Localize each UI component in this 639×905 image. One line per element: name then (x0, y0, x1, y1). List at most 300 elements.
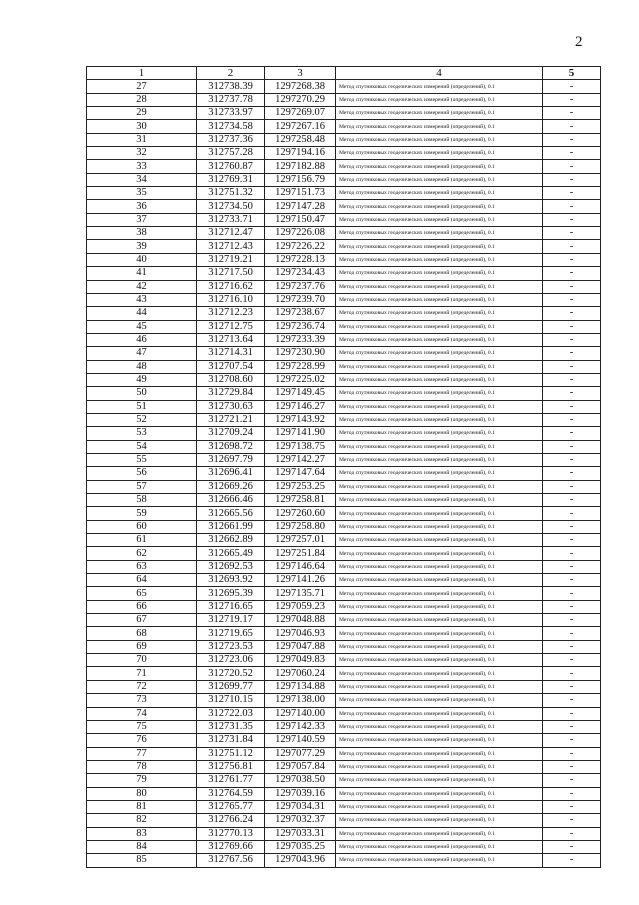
point-number-cell: 80 (87, 787, 197, 800)
table-row (87, 267, 601, 280)
y-coordinate-cell: 1297156.79 (265, 173, 336, 186)
method-cell: Метод спутниковых геодезических измерений (определений), 0.1 (336, 333, 543, 346)
point-number-cell: 62 (87, 547, 197, 560)
description-cell: - (543, 267, 601, 280)
method-cell: Метод спутниковых геодезических измерений (определений), 0.1 (336, 160, 543, 173)
table-row (87, 854, 601, 867)
method-cell: Метод спутниковых геодезических измерений (определений), 0.1 (336, 440, 543, 453)
method-cell: Метод спутниковых геодезических измерений (определений), 0.1 (336, 667, 543, 680)
x-coordinate-cell: 312734.50 (197, 200, 265, 213)
table-row (87, 480, 601, 493)
y-coordinate-cell: 1297141.26 (265, 574, 336, 587)
point-number-cell: 43 (87, 293, 197, 306)
y-coordinate-cell: 1297233.39 (265, 333, 336, 346)
method-cell: Метод спутниковых геодезических измерений (определений), 0.1 (336, 227, 543, 240)
y-coordinate-cell: 1297237.76 (265, 280, 336, 293)
point-number-cell: 81 (87, 800, 197, 813)
table-row (87, 640, 601, 653)
x-coordinate-cell: 312737.36 (197, 133, 265, 146)
y-coordinate-cell: 1297141.90 (265, 427, 336, 440)
y-coordinate-cell: 1297251.84 (265, 547, 336, 560)
method-cell: Метод спутниковых геодезических измерений (определений), 0.1 (336, 800, 543, 813)
point-number-cell: 41 (87, 267, 197, 280)
table-row (87, 760, 601, 773)
table-row (87, 133, 601, 146)
y-coordinate-cell: 1297049.83 (265, 654, 336, 667)
table-row (87, 560, 601, 573)
point-number-cell: 55 (87, 453, 197, 466)
y-coordinate-cell: 1297059.23 (265, 600, 336, 613)
method-cell: Метод спутниковых геодезических измерений (определений), 0.1 (336, 187, 543, 200)
x-coordinate-cell: 312712.47 (197, 227, 265, 240)
method-cell: Метод спутниковых геодезических измерений (определений), 0.1 (336, 413, 543, 426)
x-coordinate-cell: 312712.43 (197, 240, 265, 253)
method-cell: Метод спутниковых геодезических измерений (определений), 0.1 (336, 253, 543, 266)
method-cell: Метод спутниковых геодезических измерений (определений), 0.1 (336, 827, 543, 840)
description-cell: - (543, 333, 601, 346)
description-cell: - (543, 453, 601, 466)
description-cell: - (543, 680, 601, 693)
y-coordinate-cell: 1297134.88 (265, 680, 336, 693)
point-number-cell: 35 (87, 187, 197, 200)
x-coordinate-cell: 312710.15 (197, 694, 265, 707)
table-row (87, 600, 601, 613)
method-cell: Метод спутниковых геодезических измерений (определений), 0.1 (336, 107, 543, 120)
x-coordinate-cell: 312722.03 (197, 707, 265, 720)
point-number-cell: 68 (87, 627, 197, 640)
y-coordinate-cell: 1297046.93 (265, 627, 336, 640)
method-cell: Метод спутниковых геодезических измерений (определений), 0.1 (336, 120, 543, 133)
point-number-cell: 42 (87, 280, 197, 293)
x-coordinate-cell: 312695.39 (197, 587, 265, 600)
point-number-cell: 57 (87, 480, 197, 493)
x-coordinate-cell: 312769.66 (197, 840, 265, 853)
description-cell: - (543, 427, 601, 440)
y-coordinate-cell: 1297226.22 (265, 240, 336, 253)
point-number-cell: 84 (87, 840, 197, 853)
x-coordinate-cell: 312760.87 (197, 160, 265, 173)
point-number-cell: 53 (87, 427, 197, 440)
table-row (87, 320, 601, 333)
column-header-x: 2 (197, 67, 265, 80)
method-cell: Метод спутниковых геодезических измерений (определений), 0.1 (336, 494, 543, 507)
x-coordinate-cell: 312719.65 (197, 627, 265, 640)
method-cell: Метод спутниковых геодезических измерений (определений), 0.1 (336, 520, 543, 533)
point-number-cell: 34 (87, 173, 197, 186)
method-cell: Метод спутниковых геодезических измерений (определений), 0.1 (336, 747, 543, 760)
x-coordinate-cell: 312738.39 (197, 80, 265, 93)
method-cell: Метод спутниковых геодезических измерений (определений), 0.1 (336, 854, 543, 867)
point-number-cell: 75 (87, 720, 197, 733)
method-cell: Метод спутниковых геодезических измерений (определений), 0.1 (336, 587, 543, 600)
description-cell: - (543, 307, 601, 320)
description-cell: - (543, 787, 601, 800)
point-number-cell: 70 (87, 654, 197, 667)
x-coordinate-cell: 312665.49 (197, 547, 265, 560)
table-row (87, 253, 601, 266)
table-row (87, 427, 601, 440)
table-row (87, 774, 601, 787)
y-coordinate-cell: 1297236.74 (265, 320, 336, 333)
point-number-cell: 73 (87, 694, 197, 707)
x-coordinate-cell: 312751.12 (197, 747, 265, 760)
description-cell: - (543, 293, 601, 306)
x-coordinate-cell: 312692.53 (197, 560, 265, 573)
x-coordinate-cell: 312766.24 (197, 814, 265, 827)
table-row (87, 734, 601, 747)
method-cell: Метод спутниковых геодезических измерений (определений), 0.1 (336, 307, 543, 320)
y-coordinate-cell: 1297268.38 (265, 80, 336, 93)
description-cell: - (543, 827, 601, 840)
table-row (87, 534, 601, 547)
description-cell: - (543, 147, 601, 160)
point-number-cell: 40 (87, 253, 197, 266)
column-header-y: 3 (265, 67, 336, 80)
method-cell: Метод спутниковых геодезических измерений (определений), 0.1 (336, 720, 543, 733)
table-row (87, 654, 601, 667)
x-coordinate-cell: 312723.06 (197, 654, 265, 667)
x-coordinate-cell: 312767.56 (197, 854, 265, 867)
description-cell: - (543, 774, 601, 787)
table-row (87, 507, 601, 520)
x-coordinate-cell: 312765.77 (197, 800, 265, 813)
y-coordinate-cell: 1297230.90 (265, 347, 336, 360)
point-number-cell: 61 (87, 534, 197, 547)
x-coordinate-cell: 312712.23 (197, 307, 265, 320)
y-coordinate-cell: 1297228.99 (265, 360, 336, 373)
description-cell: - (543, 173, 601, 186)
description-cell: - (543, 627, 601, 640)
point-number-cell: 52 (87, 413, 197, 426)
method-cell: Метод спутниковых геодезических измерений (определений), 0.1 (336, 574, 543, 587)
y-coordinate-cell: 1297228.13 (265, 253, 336, 266)
description-cell: - (543, 667, 601, 680)
x-coordinate-cell: 312764.59 (197, 787, 265, 800)
y-coordinate-cell: 1297238.67 (265, 307, 336, 320)
table-row (87, 120, 601, 133)
y-coordinate-cell: 1297038.50 (265, 774, 336, 787)
x-coordinate-cell: 312696.41 (197, 467, 265, 480)
description-cell: - (543, 280, 601, 293)
table-row (87, 440, 601, 453)
x-coordinate-cell: 312709.24 (197, 427, 265, 440)
table-row (87, 667, 601, 680)
y-coordinate-cell: 1297267.16 (265, 120, 336, 133)
point-number-cell: 71 (87, 667, 197, 680)
table-row (87, 413, 601, 426)
description-cell: - (543, 494, 601, 507)
method-cell: Метод спутниковых геодезических измерений (определений), 0.1 (336, 534, 543, 547)
table-row (87, 614, 601, 627)
x-coordinate-cell: 312719.21 (197, 253, 265, 266)
method-cell: Метод спутниковых геодезических измерений (определений), 0.1 (336, 267, 543, 280)
x-coordinate-cell: 312662.89 (197, 534, 265, 547)
method-cell: Метод спутниковых геодезических измерений (определений), 0.1 (336, 614, 543, 627)
y-coordinate-cell: 1297039.16 (265, 787, 336, 800)
table-row (87, 800, 601, 813)
table-row (87, 200, 601, 213)
method-cell: Метод спутниковых геодезических измерений (определений), 0.1 (336, 507, 543, 520)
page-number: 2 (575, 34, 583, 50)
description-cell: - (543, 400, 601, 413)
column-header-point-number: 1 (87, 67, 197, 80)
x-coordinate-cell: 312717.50 (197, 267, 265, 280)
table-row (87, 547, 601, 560)
table-row (87, 80, 601, 93)
point-number-cell: 63 (87, 560, 197, 573)
description-cell: - (543, 614, 601, 627)
description-cell: - (543, 734, 601, 747)
x-coordinate-cell: 312716.10 (197, 293, 265, 306)
description-cell: - (543, 360, 601, 373)
table-row (87, 707, 601, 720)
method-cell: Метод спутниковых геодезических измерений (определений), 0.1 (336, 600, 543, 613)
description-cell: - (543, 694, 601, 707)
table-row (87, 280, 601, 293)
description-cell: - (543, 80, 601, 93)
method-cell: Метод спутниковых геодезических измерений (определений), 0.1 (336, 93, 543, 106)
table-row (87, 494, 601, 507)
method-cell: Метод спутниковых геодезических измерений (определений), 0.1 (336, 320, 543, 333)
x-coordinate-cell: 312731.84 (197, 734, 265, 747)
y-coordinate-cell: 1297033.31 (265, 827, 336, 840)
description-cell: - (543, 93, 601, 106)
point-number-cell: 82 (87, 814, 197, 827)
description-cell: - (543, 587, 601, 600)
point-number-cell: 69 (87, 640, 197, 653)
y-coordinate-cell: 1297147.28 (265, 200, 336, 213)
x-coordinate-cell: 312734.58 (197, 120, 265, 133)
y-coordinate-cell: 1297032.37 (265, 814, 336, 827)
method-cell: Метод спутниковых геодезических измерений (определений), 0.1 (336, 680, 543, 693)
point-number-cell: 58 (87, 494, 197, 507)
description-cell: - (543, 640, 601, 653)
description-cell: - (543, 160, 601, 173)
y-coordinate-cell: 1297258.81 (265, 494, 336, 507)
method-cell: Метод спутниковых геодезических измерений (определений), 0.1 (336, 147, 543, 160)
table-row (87, 387, 601, 400)
x-coordinate-cell: 312721.21 (197, 413, 265, 426)
method-cell: Метод спутниковых геодезических измерений (определений), 0.1 (336, 707, 543, 720)
point-number-cell: 83 (87, 827, 197, 840)
description-cell: - (543, 574, 601, 587)
point-number-cell: 30 (87, 120, 197, 133)
method-cell: Метод спутниковых геодезических измерений (определений), 0.1 (336, 467, 543, 480)
point-number-cell: 39 (87, 240, 197, 253)
point-number-cell: 74 (87, 707, 197, 720)
x-coordinate-cell: 312716.65 (197, 600, 265, 613)
point-number-cell: 51 (87, 400, 197, 413)
description-cell: - (543, 240, 601, 253)
point-number-cell: 29 (87, 107, 197, 120)
y-coordinate-cell: 1297149.45 (265, 387, 336, 400)
description-cell: - (543, 373, 601, 386)
x-coordinate-cell: 312665.56 (197, 507, 265, 520)
point-number-cell: 38 (87, 227, 197, 240)
x-coordinate-cell: 312707.54 (197, 360, 265, 373)
x-coordinate-cell: 312761.77 (197, 774, 265, 787)
y-coordinate-cell: 1297077.29 (265, 747, 336, 760)
method-cell: Метод спутниковых геодезических измерений (определений), 0.1 (336, 293, 543, 306)
coordinates-table (86, 66, 601, 868)
y-coordinate-cell: 1297142.27 (265, 453, 336, 466)
point-number-cell: 48 (87, 360, 197, 373)
point-number-cell: 33 (87, 160, 197, 173)
table-row (87, 347, 601, 360)
point-number-cell: 66 (87, 600, 197, 613)
x-coordinate-cell: 312733.71 (197, 213, 265, 226)
table-row (87, 293, 601, 306)
table-row (87, 93, 601, 106)
point-number-cell: 27 (87, 80, 197, 93)
x-coordinate-cell: 312716.62 (197, 280, 265, 293)
y-coordinate-cell: 1297060.24 (265, 667, 336, 680)
method-cell: Метод спутниковых геодезических измерений (определений), 0.1 (336, 373, 543, 386)
y-coordinate-cell: 1297253.25 (265, 480, 336, 493)
x-coordinate-cell: 312698.72 (197, 440, 265, 453)
table-row (87, 400, 601, 413)
y-coordinate-cell: 1297226.08 (265, 227, 336, 240)
x-coordinate-cell: 312713.64 (197, 333, 265, 346)
point-number-cell: 50 (87, 387, 197, 400)
method-cell: Метод спутниковых геодезических измерений (определений), 0.1 (336, 694, 543, 707)
description-cell: - (543, 227, 601, 240)
method-cell: Метод спутниковых геодезических измерений (определений), 0.1 (336, 213, 543, 226)
method-cell: Метод спутниковых геодезических измерений (определений), 0.1 (336, 787, 543, 800)
x-coordinate-cell: 312737.78 (197, 93, 265, 106)
description-cell: - (543, 800, 601, 813)
y-coordinate-cell: 1297048.88 (265, 614, 336, 627)
description-cell: - (543, 760, 601, 773)
x-coordinate-cell: 312719.17 (197, 614, 265, 627)
description-cell: - (543, 814, 601, 827)
point-number-cell: 28 (87, 93, 197, 106)
table-row (87, 187, 601, 200)
description-cell: - (543, 747, 601, 760)
description-cell: - (543, 387, 601, 400)
description-cell: - (543, 413, 601, 426)
point-number-cell: 59 (87, 507, 197, 520)
y-coordinate-cell: 1297257.01 (265, 534, 336, 547)
method-cell: Метод спутниковых геодезических измерений (определений), 0.1 (336, 387, 543, 400)
y-coordinate-cell: 1297135.71 (265, 587, 336, 600)
point-number-cell: 36 (87, 200, 197, 213)
y-coordinate-cell: 1297043.96 (265, 854, 336, 867)
description-cell: - (543, 187, 601, 200)
description-cell: - (543, 507, 601, 520)
method-cell: Метод спутниковых геодезических измерений (определений), 0.1 (336, 760, 543, 773)
method-cell: Метод спутниковых геодезических измерений (определений), 0.1 (336, 654, 543, 667)
x-coordinate-cell: 312693.92 (197, 574, 265, 587)
point-number-cell: 78 (87, 760, 197, 773)
table-row (87, 747, 601, 760)
x-coordinate-cell: 312730.63 (197, 400, 265, 413)
table-row (87, 694, 601, 707)
x-coordinate-cell: 312708.60 (197, 373, 265, 386)
x-coordinate-cell: 312723.53 (197, 640, 265, 653)
y-coordinate-cell: 1297035.25 (265, 840, 336, 853)
method-cell: Метод спутниковых геодезических измерений (определений), 0.1 (336, 173, 543, 186)
x-coordinate-cell: 312757.28 (197, 147, 265, 160)
table-row (87, 173, 601, 186)
description-cell: - (543, 440, 601, 453)
point-number-cell: 56 (87, 467, 197, 480)
x-coordinate-cell: 312769.31 (197, 173, 265, 186)
x-coordinate-cell: 312666.46 (197, 494, 265, 507)
point-number-cell: 60 (87, 520, 197, 533)
method-cell: Метод спутниковых геодезических измерений (определений), 0.1 (336, 360, 543, 373)
description-cell: - (543, 253, 601, 266)
point-number-cell: 64 (87, 574, 197, 587)
table-row (87, 307, 601, 320)
description-cell: - (543, 840, 601, 853)
method-cell: Метод спутниковых геодезических измерений (определений), 0.1 (336, 814, 543, 827)
x-coordinate-cell: 312712.75 (197, 320, 265, 333)
y-coordinate-cell: 1297269.07 (265, 107, 336, 120)
y-coordinate-cell: 1297147.64 (265, 467, 336, 480)
table-row (87, 240, 601, 253)
description-cell: - (543, 467, 601, 480)
y-coordinate-cell: 1297034.31 (265, 800, 336, 813)
method-cell: Метод спутниковых геодезических измерений (определений), 0.1 (336, 347, 543, 360)
point-number-cell: 46 (87, 333, 197, 346)
x-coordinate-cell: 312699.77 (197, 680, 265, 693)
table-row (87, 720, 601, 733)
table-body (87, 80, 601, 867)
table-row (87, 213, 601, 226)
y-coordinate-cell: 1297151.73 (265, 187, 336, 200)
x-coordinate-cell: 312751.32 (197, 187, 265, 200)
point-number-cell: 44 (87, 307, 197, 320)
point-number-cell: 47 (87, 347, 197, 360)
description-cell: - (543, 600, 601, 613)
description-cell: - (543, 320, 601, 333)
y-coordinate-cell: 1297234.43 (265, 267, 336, 280)
point-number-cell: 32 (87, 147, 197, 160)
table-row (87, 227, 601, 240)
point-number-cell: 54 (87, 440, 197, 453)
description-cell: - (543, 654, 601, 667)
point-number-cell: 76 (87, 734, 197, 747)
y-coordinate-cell: 1297194.16 (265, 147, 336, 160)
point-number-cell: 37 (87, 213, 197, 226)
method-cell: Метод спутниковых геодезических измерений (определений), 0.1 (336, 453, 543, 466)
method-cell: Метод спутниковых геодезических измерений (определений), 0.1 (336, 774, 543, 787)
column-header-description: 5 (543, 67, 601, 80)
method-cell: Метод спутниковых геодезических измерений (определений), 0.1 (336, 640, 543, 653)
x-coordinate-cell: 312661.99 (197, 520, 265, 533)
table-header-row (87, 67, 601, 80)
x-coordinate-cell: 312669.26 (197, 480, 265, 493)
table-row (87, 680, 601, 693)
table-row (87, 467, 601, 480)
table-row (87, 840, 601, 853)
table-row (87, 453, 601, 466)
table-row (87, 147, 601, 160)
x-coordinate-cell: 312731.35 (197, 720, 265, 733)
table-row (87, 107, 601, 120)
table-row (87, 160, 601, 173)
description-cell: - (543, 854, 601, 867)
y-coordinate-cell: 1297138.75 (265, 440, 336, 453)
method-cell: Метод спутниковых геодезических измерений (определений), 0.1 (336, 480, 543, 493)
y-coordinate-cell: 1297143.92 (265, 413, 336, 426)
method-cell: Метод спутниковых геодезических измерений (определений), 0.1 (336, 280, 543, 293)
x-coordinate-cell: 312770.13 (197, 827, 265, 840)
description-cell: - (543, 547, 601, 560)
method-cell: Метод спутниковых геодезических измерений (определений), 0.1 (336, 627, 543, 640)
method-cell: Метод спутниковых геодезических измерений (определений), 0.1 (336, 240, 543, 253)
